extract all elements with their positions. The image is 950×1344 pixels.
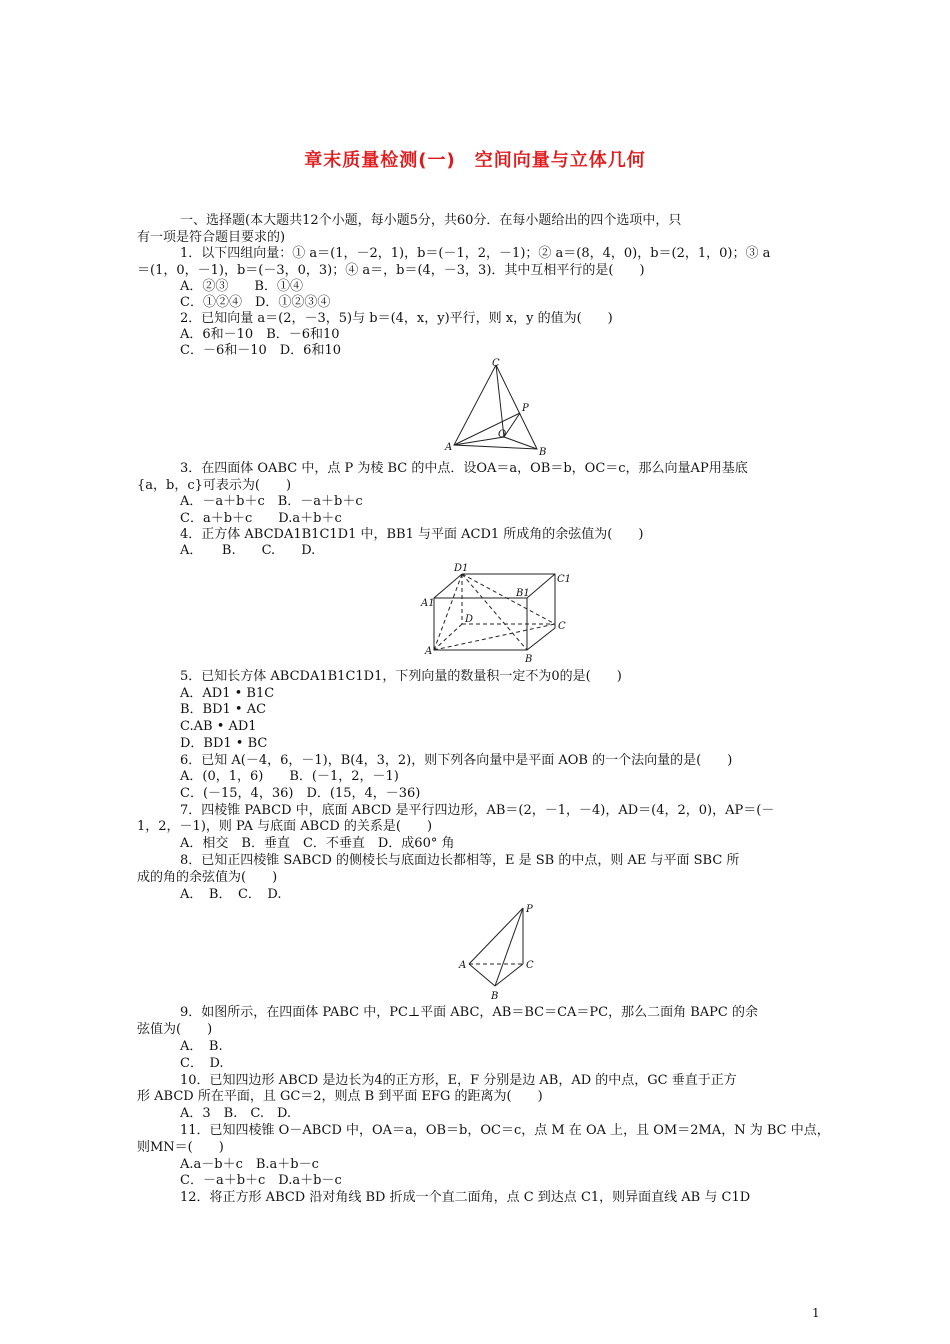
text-line: C．－6和－10 D．6和10 — [180, 343, 341, 358]
label-d: D — [465, 614, 474, 625]
text-line: D．BD1 • BC — [180, 736, 268, 751]
label-p: P — [522, 403, 529, 414]
text-line: 7．四棱锥 PABCD 中，底面 ABCD 是平行四边形，AB＝(2，－1，－4)，AD＝(4，2，0)，AP＝(－ — [180, 803, 775, 818]
text-line: 有一项是符合题目要求的) — [137, 230, 286, 245]
text-line: 弦值为( ) — [137, 1022, 213, 1037]
text-line: A.a－b＋c B.a＋b－c — [180, 1157, 319, 1172]
label-c1: C1 — [557, 574, 572, 585]
text-line: A．②③ B．①④ — [180, 279, 303, 294]
text-line: 形 ABCD 所在平面，且 GC＝2，则点 B 到平面 EFG 的距离为( ) — [137, 1089, 543, 1104]
text-line: {a，b，c}可表示为( ) — [137, 478, 292, 493]
label-c: C — [526, 960, 534, 971]
text-line: A．(0，1，6) B．(－1，2，－1) — [180, 769, 399, 784]
label-b: B — [539, 447, 547, 457]
text-line: 8．已知正四棱锥 SABCD 的侧棱长与底面边长都相等，E 是 SB 的中点，则 AE 与平面 SBC 所 — [180, 853, 740, 868]
text-line: C． D. — [180, 1056, 224, 1071]
label-a1: A1 — [421, 598, 435, 609]
diagonal-d1c — [462, 574, 555, 624]
text-line: 12．将正方形 ABCD 沿对角线 BD 折成一个直二面角，点 C 到达点 C1，则异面直线 AB 与 C1D — [180, 1190, 751, 1205]
document-title: 章末质量检测(一) 空间向量与立体几何 — [304, 150, 646, 171]
text-line: 1．以下四组向量：① a＝(1，－2，1)，b＝(－1，2，－1)；② a＝(8，4，0)，b＝(2，1，0)；③ a — [180, 246, 771, 261]
text-line: 9．如图所示，在四面体 PABC 中，PC⊥平面 ABC，AB＝BC＝CA＝PC，那么二面角 BAPC 的余 — [180, 1005, 759, 1020]
label-a: A — [425, 646, 433, 657]
label-b1: B1 — [516, 588, 530, 599]
text-line: 5．已知长方体 ABCDA1B1C1D1，下列向量的数量积一定不为0的是( ) — [180, 669, 622, 684]
text-line: C．①②④ D．①②③④ — [180, 295, 331, 310]
label-a: A — [445, 442, 453, 453]
text-line: A．3 B. C. D. — [180, 1106, 292, 1121]
edge-ab — [469, 964, 495, 986]
text-line: ＝(1，0，－1)，b＝(－3，0，3)；④ a＝，b＝(4，－3，3)．其中互相平行的是( ) — [137, 263, 645, 278]
label-c: C — [492, 358, 500, 369]
diagonal-ac — [434, 624, 555, 650]
cube-figure — [420, 560, 580, 666]
text-line: C．(－15，4，36) D．(15，4，－36) — [180, 786, 421, 801]
text-line: A．6和－10 B．－6和10 — [180, 327, 340, 342]
text-line: 则MN＝( ) — [137, 1140, 224, 1155]
text-line: 一、选择题(本大题共12个小题，每小题5分，共60分．在每小题给出的四个选项中，只 — [180, 213, 682, 228]
text-line: A．－a＋b＋c B．－a＋b＋c — [180, 494, 363, 509]
text-line: C．－a＋b＋c D.a＋b－c — [180, 1173, 342, 1188]
text-line: 1，2，－1)，则 PA 与底面 ABCD 的关系是( ) — [137, 819, 433, 834]
edge-ad — [434, 624, 462, 650]
edge-b1c1 — [527, 574, 555, 598]
edge-pa — [469, 908, 523, 964]
text-line: 11．已知四棱锥 O－ABCD 中，OA＝a，OB＝b，OC＝c，点 M 在 OA 上，且 OM＝2MA，N 为 BC 中点， — [180, 1123, 830, 1138]
text-line: 6．已知 A(－4，6，－1)，B(4，3，2)，则下列各向量中是平面 AOB 的一个法向量的是( ) — [180, 753, 733, 768]
pyramid-figure-pabc — [455, 900, 555, 1006]
tetrahedron-figure-oabc — [440, 357, 560, 457]
label-d1: D1 — [454, 563, 469, 574]
text-line: C.AB • AD1 — [180, 719, 257, 734]
text-line: 成的角的余弦值为( ) — [137, 870, 278, 885]
label-c: C — [558, 621, 566, 632]
label-b: B — [491, 991, 499, 1002]
diagonal-d1b — [462, 574, 527, 650]
label-a: A — [459, 960, 467, 971]
text-line: A． B. — [180, 1039, 223, 1054]
text-line: A．相交 B．垂直 C．不垂直 D．成60° 角 — [180, 836, 455, 851]
text-line: 3．在四面体 OABC 中，点 P 为棱 BC 的中点．设OA＝a，OB＝b，OC＝c，那么向量AP用基底 — [180, 461, 748, 476]
edge-co — [496, 365, 504, 437]
text-line: B．BD1 • AC — [180, 702, 267, 717]
label-p: P — [526, 904, 533, 915]
page-number: 1 — [812, 1306, 820, 1320]
text-line: 2．已知向量 a＝(2，－3，5)与 b＝(4，x，y)平行，则 x，y 的值为( ) — [180, 311, 613, 326]
text-line: A． B. C. D. — [180, 543, 316, 558]
text-line: A．AD1 • B1C — [180, 686, 275, 701]
label-b: B — [525, 654, 533, 665]
text-line: C．a＋b＋c D.a＋b＋c — [180, 511, 342, 526]
label-o: O — [498, 429, 507, 440]
text-line: A． B． C． D. — [180, 887, 282, 902]
text-line: 10．已知四边形 ABCD 是边长为4的正方形，E，F 分别是边 AB，AD 的中点，GC 垂直于正方 — [180, 1073, 737, 1088]
edge-pb — [495, 908, 523, 986]
text-line: 4．正方体 ABCDA1B1C1D1 中，BB1 与平面 ACD1 所成角的余弦值为( ) — [180, 527, 644, 542]
